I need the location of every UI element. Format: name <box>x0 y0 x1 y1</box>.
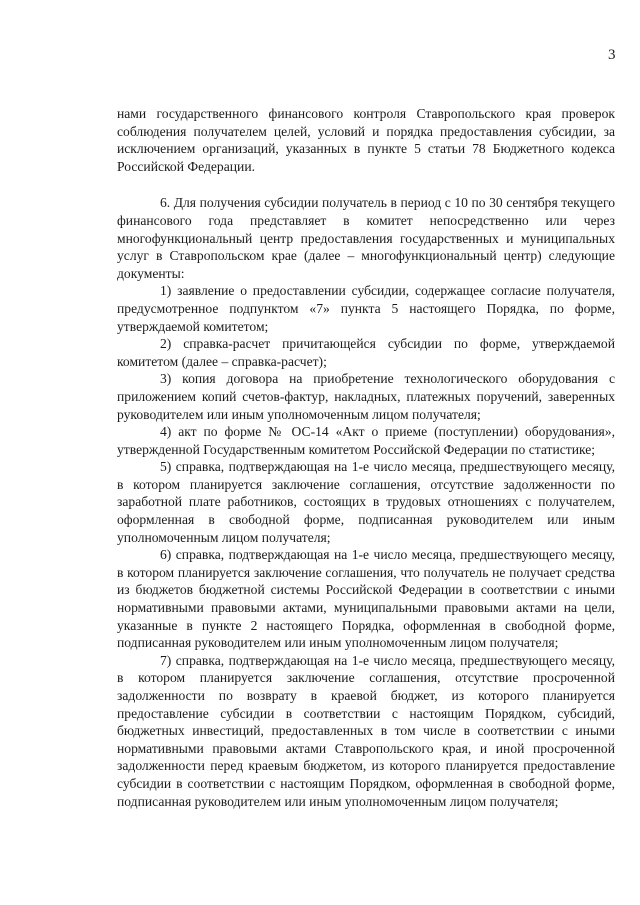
list-item-5: 5) справка, подтверждающая на 1-е число месяца, предшествующего месяцу, в котором планируется заключение соглашения, отсутствие задолженности по заработной плате работников, состоящих в трудовых отношениях с получателем, оформленная в свободной форме, подписанная руководителем или иным уполномоченным лицом получателя; <box>117 459 615 545</box>
list-item-4: 4) акт по форме № ОС-14 «Акт о приеме (поступлении) оборудования», утвержденной Государственным комитетом Российской Федерации по статистике; <box>117 424 615 457</box>
document-body <box>117 105 615 810</box>
list-item-1: 1) заявление о предоставлении субсидии, содержащее согласие получателя, предусмотренное подпунктом «7» пункта 5 настоящего Порядка, по форме, утверждаемой комитетом; <box>117 283 615 334</box>
list-item-7: 7) справка, подтверждающая на 1-е число месяца, предшествующего месяцу, в котором планируется заключение соглашения, отсутствие просроченной задолженности по возврату в краевой бюджет, из которого планируется предоставление субсидии в соответствии с настоящим Порядком, субсидий, бюджетных инвестиций, предоставленных в том числе в соответствии с иными нормативными правовыми актами Ставропольского края, и иной просроченной задолженности перед краевым бюджетом, из которого планируется предоставление субсидии в соответствии с настоящим Порядком, оформленная в свободной форме, подписанная руководителем или иным уполномоченным лицом получателя; <box>117 652 615 809</box>
list-item-6: 6) справка, подтверждающая на 1-е число месяца, предшествующего месяцу, в котором планируется заключение соглашения, что получатель не получает средства из бюджетов бюджетной системы Российской Федерации в соответствии с иными нормативными правовыми актами, муниципальными правовыми актами на цели, указанные в пункте 2 настоящего Порядка, оформленная в свободной форме, подписанная руководителем или иным уполномоченным лицом получателя; <box>117 547 615 651</box>
page-number: 3 <box>608 47 616 63</box>
paragraph-continuation: нами государственного финансового контроля Ставропольского края проверок соблюдения получателем целей, условий и порядка предоставления субсидии, за исключением организаций, указанных в пункте 5 статьи 78 Бюджетного кодекса Российской Федерации. <box>117 106 615 174</box>
paragraph-item-6: 6. Для получения субсидии получатель в период с 10 по 30 сентября текущего финансового года представляет в комитет непосредственно или через многофункциональный центр предоставления государственных и муниципальных услуг в Ставропольском крае (далее – многофункциональный центр) следующие документы: <box>117 195 615 281</box>
list-item-2: 2) справка-расчет причитающейся субсидии по форме, утверждаемой комитетом (далее – справка-расчет); <box>117 336 615 369</box>
list-item-3: 3) копия договора на приобретение технологического оборудования с приложением копий счетов-фактур, накладных, платежных поручений, заверенных руководителем или иным уполномоченным лицом получателя; <box>117 371 615 422</box>
